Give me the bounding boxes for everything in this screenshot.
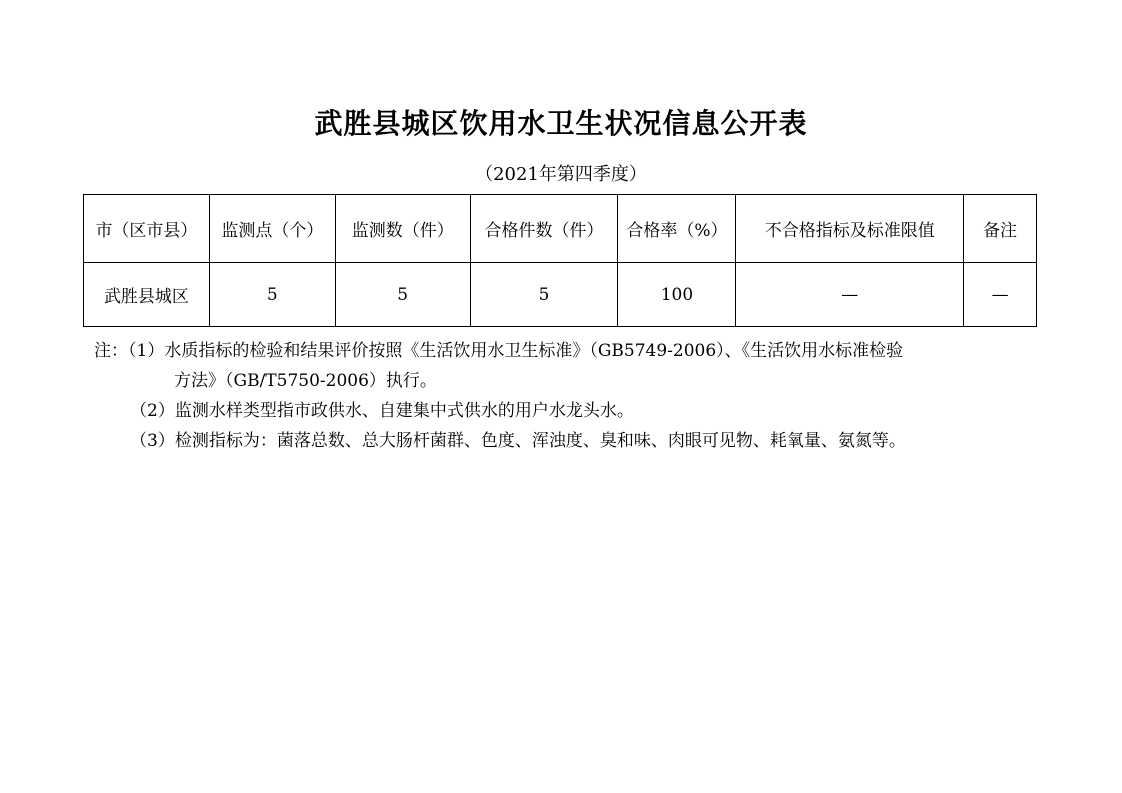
cell-qualified-rate: 100 [618, 263, 736, 327]
note-1: 注：（1）水质指标的检验和结果评价按照《生活饮用水卫生标准》（GB5749-2006）、《生活饮用水标准检验 [94, 341, 904, 361]
note-3: （3）检测指标为：菌落总数、总大肠杆菌群、色度、浑浊度、臭和味、肉眼可见物、耗氧量、氨氮等。 [130, 431, 906, 451]
header-sample-count: 监测数（件） [335, 195, 470, 263]
header-region: 市（区市县） [84, 195, 210, 263]
header-qualified-rate: 合格率（%） [618, 195, 736, 263]
header-remarks: 备注 [964, 195, 1037, 263]
cell-sample-count: 5 [335, 263, 470, 327]
page-subtitle: （2021年第四季度） [475, 164, 647, 185]
table-row [84, 263, 1037, 327]
cell-region: 武胜县城区 [84, 263, 210, 327]
page-title: 武胜县城区饮用水卫生状况信息公开表 [314, 107, 808, 140]
header-qualified-count: 合格件数（件） [470, 195, 618, 263]
cell-qualified-count: 5 [470, 263, 618, 327]
table-header-row [84, 195, 1037, 263]
cell-remarks: — [964, 263, 1037, 327]
notes-section [94, 336, 1054, 456]
header-unqualified-indicators: 不合格指标及标准限值 [736, 195, 964, 263]
header-monitor-points: 监测点（个） [209, 195, 335, 263]
report-table [83, 194, 1037, 327]
note-1-continuation: 方法》（GB/T5750-2006）执行。 [174, 371, 437, 391]
cell-unqualified-indicators: — [736, 263, 964, 327]
cell-monitor-points: 5 [209, 263, 335, 327]
note-2: （2）监测水样类型指市政供水、自建集中式供水的用户水龙头水。 [130, 401, 634, 421]
